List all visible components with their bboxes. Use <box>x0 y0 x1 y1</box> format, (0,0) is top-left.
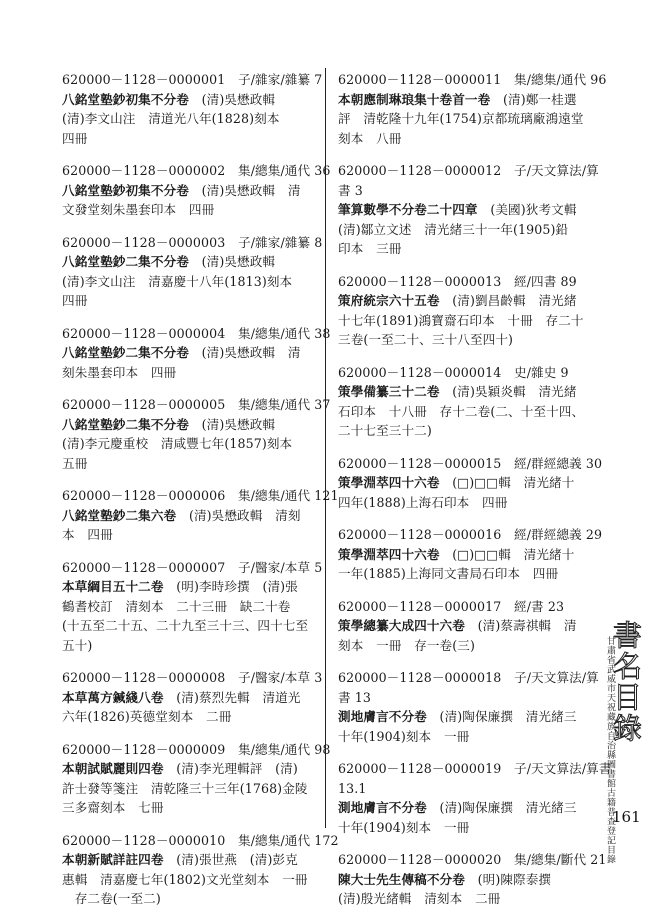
entry-id: 620000－1128－0000007 <box>62 559 226 575</box>
entry-line <box>338 473 588 493</box>
entry-text: 本 四冊 <box>62 527 113 542</box>
entry-text: 印本 三冊 <box>338 241 402 256</box>
entry-class: 子/天文算法/算書 <box>514 761 612 776</box>
entry-class: 子/雜家/雜纂 8 <box>238 234 323 250</box>
book-title: 策學淵萃四十六卷 <box>338 546 440 562</box>
entry-class: 集/總集/通代 98 <box>238 741 331 757</box>
entry-line <box>338 311 588 331</box>
column-divider <box>325 68 326 828</box>
entry-line <box>62 252 316 272</box>
entry-id: 620000－1128－0000014 <box>338 364 502 380</box>
catalog-entry <box>338 272 588 350</box>
entry-text: (清)蔡烈先輯 清道光 <box>163 689 301 705</box>
entry-text: (清)陶保廉撰 清光緒三 <box>426 800 577 815</box>
entry-text: (清)李文山注 清嘉慶十八年(1813)刻本 <box>62 273 293 289</box>
entry-line <box>62 129 316 149</box>
book-title: 八銘堂塾鈔二集六卷 <box>62 507 177 523</box>
entry-line <box>62 577 316 597</box>
book-title: 本朝應制琳琅集十卷首一卷 <box>338 91 491 107</box>
book-title: 策學淵萃四十六卷 <box>338 475 440 490</box>
entry-id: 620000－1128－0000015 <box>338 455 502 471</box>
entry-text: (清)李光理輯評 (清) <box>163 761 298 776</box>
entry-id: 620000－1128－0000009 <box>62 741 226 757</box>
entry-id: 620000－1128－0000003 <box>62 234 226 250</box>
entry-text: 十年(1904)刻本 一冊 <box>338 728 470 744</box>
catalog-entry <box>338 525 603 584</box>
entry-class: 集/總集/通代 121 <box>238 488 339 503</box>
entry-text: (清)吳懋政輯 <box>188 254 276 269</box>
entry-id: 620000－1128－0000010 <box>62 832 226 848</box>
entry-id: 620000－1128－0000011 <box>338 72 502 87</box>
entry-text: 鶴耆校訂 清刻本 二十三冊 缺二十卷 <box>62 598 291 614</box>
entry-text: 文發堂刻朱墨套印本 四冊 <box>62 202 215 217</box>
entry-text: (清)吳懋政輯 清 <box>188 345 301 360</box>
entry-line <box>62 779 316 799</box>
entry-class: 子/天文算法/算 <box>514 670 599 685</box>
book-title: 八銘堂塾鈔初集不分卷 <box>62 182 189 198</box>
book-title: 本朝試賦麗則四卷 <box>62 761 164 776</box>
entry-class: 子/雜家/雜纂 7 <box>238 72 323 87</box>
entry-text: 三多齋刻本 七冊 <box>62 800 164 815</box>
entry-line <box>338 779 588 799</box>
entry-line <box>62 272 316 292</box>
catalog-entry <box>62 668 323 727</box>
catalog-entry <box>62 740 331 818</box>
entry-line <box>338 220 588 240</box>
entry-class: 集/總集/通代 38 <box>238 325 331 341</box>
entry-text: (清)鄒立文述 清光緒三十一年(1905)鉛 <box>338 221 569 237</box>
entry-text: 一年(1885)上海同文書局石印本 四冊 <box>338 566 559 581</box>
catalog-entry <box>62 161 331 220</box>
entry-header <box>62 740 331 760</box>
entry-header <box>62 70 323 90</box>
entry-text: (清)吳懋政輯 <box>188 416 276 432</box>
entry-text: (十五至二十五、二十九至三十三、四十七至 <box>62 618 309 633</box>
entry-text: (清)陶保廉撰 清光緒三 <box>426 709 577 724</box>
entry-line <box>338 798 588 818</box>
catalog-entry <box>338 668 599 746</box>
entry-line <box>62 90 316 110</box>
entry-line <box>62 506 316 526</box>
book-title: 陳大士先生傳稿不分卷 <box>338 871 465 887</box>
entry-header <box>62 486 339 506</box>
entry-line <box>62 109 316 129</box>
entry-text: (清)李文山注 清道光八年(1828)刻本 <box>62 111 280 126</box>
catalog-entry <box>338 759 612 837</box>
entry-id: 620000－1128－0000016 <box>338 527 502 542</box>
entry-header <box>62 233 323 253</box>
entry-class: 子/醫家/本草 5 <box>238 559 323 575</box>
book-title: 八銘堂塾鈔二集不分卷 <box>62 416 189 432</box>
entry-line <box>338 564 588 584</box>
entry-header <box>62 395 331 415</box>
entry-text: (清)李元慶重校 清咸豐七年(1857)刻本 <box>62 436 293 451</box>
entry-line <box>62 616 316 636</box>
entry-id: 620000－1128－0000005 <box>62 397 226 412</box>
entry-line <box>338 291 588 311</box>
entry-class: 集/總集/通代 172 <box>238 832 339 848</box>
entry-header <box>62 161 331 181</box>
book-title: 策學備纂三十二卷 <box>338 384 440 399</box>
entry-header <box>338 161 599 181</box>
entry-line <box>338 181 588 201</box>
entry-header <box>338 272 588 292</box>
catalog-entry <box>62 558 323 656</box>
entry-id: 620000－1128－0000019 <box>338 761 502 776</box>
left-column <box>62 70 339 922</box>
entry-text: 13.1 <box>338 780 367 796</box>
catalog-entry <box>62 395 331 473</box>
entry-line <box>62 636 316 656</box>
entry-line <box>62 850 316 870</box>
entry-text: (清)殷光緒輯 清刻本 二冊 <box>338 891 501 906</box>
entry-text: 五冊 <box>62 455 88 471</box>
entry-class: 經/四書 89 <box>514 273 577 289</box>
entry-class: 子/醫家/本草 3 <box>238 670 323 685</box>
page-number: 161 <box>612 808 641 826</box>
entry-line <box>338 382 588 402</box>
entry-class: 集/總集/通代 96 <box>514 72 607 87</box>
entry-text: (清)劉昌齡輯 清光緒 <box>439 293 577 308</box>
entry-line <box>62 759 316 779</box>
entry-header <box>338 597 588 617</box>
entry-line <box>338 493 588 513</box>
entry-header <box>338 759 612 779</box>
entry-text: 許士發等箋注 清乾隆三十三年(1768)金陵 <box>62 780 308 796</box>
entry-id: 620000－1128－0000004 <box>62 325 226 341</box>
entry-line <box>338 129 588 149</box>
book-title: 策府統宗六十五卷 <box>338 293 440 308</box>
entry-header <box>338 668 599 688</box>
running-title: 甘肅省武威市天祝藏族自治縣圖書館古籍普查登記目錄 <box>605 636 615 864</box>
entry-header <box>62 324 331 344</box>
entry-id: 620000－1128－0000017 <box>338 598 502 614</box>
entry-class: 集/總集/通代 37 <box>238 397 331 412</box>
catalog-entry <box>338 161 599 259</box>
book-title: 測地膚言不分卷 <box>338 709 427 724</box>
entry-header <box>338 363 588 383</box>
entry-header <box>338 525 603 545</box>
catalog-entry <box>62 233 323 311</box>
entry-line <box>338 688 588 708</box>
catalog-entry <box>338 850 607 909</box>
entry-line <box>62 291 316 311</box>
entry-text: (清)吳懋政輯 清 <box>188 182 301 198</box>
entry-id: 620000－1128－0000018 <box>338 670 502 685</box>
entry-text: 刻本 一冊 存一卷(三) <box>338 637 475 653</box>
entry-class: 經/書 23 <box>514 598 565 614</box>
entry-text: 評 清乾隆十九年(1754)京都琉璃廠鴻遠堂 <box>338 111 584 126</box>
entry-header <box>62 668 323 688</box>
entry-text: 刻朱墨套印本 四冊 <box>62 364 177 380</box>
entry-class: 經/群經總義 30 <box>514 455 603 471</box>
entry-text: 書 13 <box>338 689 372 705</box>
entry-line <box>338 109 588 129</box>
entry-text: 存二卷(一至二) <box>62 891 161 906</box>
catalog-entry <box>338 597 588 656</box>
entry-text: (清)吳懋政輯 <box>188 91 276 107</box>
entry-header <box>338 70 607 90</box>
entry-line <box>62 525 316 545</box>
catalog-entry <box>62 324 331 383</box>
entry-text: (清)張世燕 (清)彭克 <box>163 852 298 867</box>
entry-line <box>62 870 316 890</box>
entry-line <box>338 421 588 441</box>
book-title: 八銘堂塾鈔二集不分卷 <box>62 345 189 360</box>
entry-text: (美國)狄考文輯 <box>477 202 577 217</box>
entry-line <box>338 90 588 110</box>
entry-line <box>62 415 316 435</box>
entry-text: 三卷(一至二十、三十八至四十) <box>338 332 514 347</box>
entry-line <box>62 200 316 220</box>
entry-text: 書 3 <box>338 182 363 198</box>
entry-line <box>338 330 588 350</box>
entry-text: (明)陳際泰撰 <box>464 871 552 887</box>
entry-text: (□)□□輯 清光緒十 <box>439 475 575 490</box>
entry-text: 刻本 八冊 <box>338 130 402 146</box>
entry-text: 十七年(1891)鴻寶齋石印本 十冊 存二十 <box>338 312 584 328</box>
section-title: 書名目錄 <box>609 620 643 744</box>
book-title: 本草萬方鍼綫八卷 <box>62 689 164 705</box>
book-title: 八銘堂塾鈔二集不分卷 <box>62 254 189 269</box>
book-title: 策學總纂大成四十六卷 <box>338 618 465 633</box>
entry-text: (清)吳穎炎輯 清光緒 <box>439 384 577 399</box>
entry-id: 620000－1128－0000008 <box>62 670 226 685</box>
catalog-entry <box>62 70 323 148</box>
entry-line <box>338 616 588 636</box>
entry-id: 620000－1128－0000012 <box>338 163 502 178</box>
entry-line <box>338 636 588 656</box>
entry-line <box>338 707 588 727</box>
entry-line <box>62 597 316 617</box>
entry-line <box>62 688 316 708</box>
catalog-entry <box>338 454 603 513</box>
entry-text: (清)吳懋政輯 清刻 <box>176 507 301 523</box>
entry-text: (明)李時珍撰 (清)張 <box>163 579 298 594</box>
entry-class: 子/天文算法/算 <box>514 163 599 178</box>
book-title: 本草綱目五十二卷 <box>62 579 164 594</box>
entry-line <box>338 402 588 422</box>
catalog-entry <box>338 70 607 148</box>
entry-text: 石印本 十八冊 存十二卷(二、十至十四、 <box>338 403 585 419</box>
entry-class: 集/總集/斷代 21 <box>514 852 607 867</box>
entry-text: 四年(1888)上海石印本 四冊 <box>338 494 508 510</box>
entry-line <box>338 818 588 838</box>
entry-text: (清)蔡壽祺輯 清 <box>464 618 577 633</box>
entry-line <box>338 870 588 890</box>
entry-text: 四冊 <box>62 293 88 308</box>
entry-line <box>62 343 316 363</box>
entry-header <box>62 831 339 851</box>
entry-class: 集/總集/通代 36 <box>238 163 331 178</box>
entry-header <box>338 454 603 474</box>
catalog-entry <box>62 831 339 909</box>
entry-header <box>338 850 607 870</box>
entry-text: 五十) <box>62 637 93 653</box>
entry-text: 惠輯 清嘉慶七年(1802)文光堂刻本 一冊 <box>62 871 308 887</box>
book-title: 本朝新賦詳註四卷 <box>62 852 164 867</box>
entry-id: 620000－1128－0000001 <box>62 72 226 87</box>
entry-text: 十年(1904)刻本 一冊 <box>338 819 470 835</box>
entry-id: 620000－1128－0000002 <box>62 163 226 178</box>
entry-line <box>338 239 588 259</box>
entry-text: 四冊 <box>62 130 88 146</box>
entry-class: 經/群經總義 29 <box>514 527 603 542</box>
entry-line <box>338 200 588 220</box>
entry-line <box>62 181 316 201</box>
entry-line <box>62 707 316 727</box>
entry-line <box>62 434 316 454</box>
book-title: 八銘堂塾鈔初集不分卷 <box>62 91 189 107</box>
entry-id: 620000－1128－0000013 <box>338 273 502 289</box>
entry-text: 二十七至三十二) <box>338 423 432 438</box>
entry-id: 620000－1128－0000020 <box>338 852 502 867</box>
entry-line <box>338 545 588 565</box>
catalog-entry <box>62 486 339 545</box>
entry-line <box>338 727 588 747</box>
entry-line <box>62 363 316 383</box>
entry-text: (清)鄭一桂選 <box>490 91 577 107</box>
entry-line <box>62 798 316 818</box>
entry-line <box>62 454 316 474</box>
book-title: 測地膚言不分卷 <box>338 800 427 815</box>
entry-text: (□)□□輯 清光緒十 <box>439 546 575 562</box>
entry-id: 620000－1128－0000006 <box>62 488 226 503</box>
book-title: 筆算數學不分卷二十四章 <box>338 202 478 217</box>
entry-text: 六年(1826)英德堂刻本 二冊 <box>62 709 232 724</box>
catalog-entry <box>338 363 588 441</box>
entry-header <box>62 558 323 578</box>
entry-class: 史/雜史 9 <box>514 364 569 380</box>
